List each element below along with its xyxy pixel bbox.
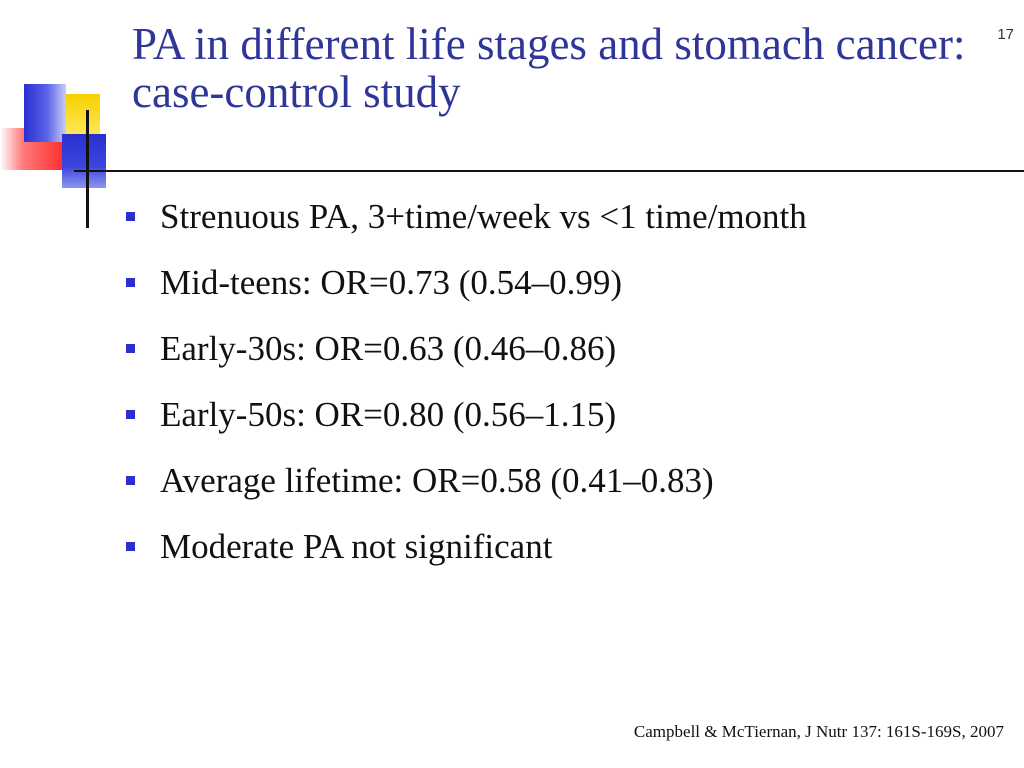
decorative-vertical-line: [86, 110, 89, 228]
bullet-list: [122, 196, 982, 592]
bullet-text: Moderate PA not significant: [160, 527, 553, 566]
bullet-item: [122, 526, 982, 568]
title-divider-line: [74, 170, 1024, 172]
decorative-blue-block-bottom: [62, 134, 106, 188]
square-bullet-icon: [126, 278, 135, 287]
bullet-item: [122, 460, 982, 502]
bullet-text: Average lifetime: OR=0.58 (0.41–0.83): [160, 461, 714, 500]
square-bullet-icon: [126, 410, 135, 419]
square-bullet-icon: [126, 344, 135, 353]
bullet-text: Early-30s: OR=0.63 (0.46–0.86): [160, 329, 617, 368]
bullet-text: Strenuous PA, 3+time/week vs <1 time/month: [160, 197, 807, 236]
bullet-item: [122, 328, 982, 370]
bullet-item: [122, 394, 982, 436]
bullet-item: [122, 262, 982, 304]
bullet-text: Mid-teens: OR=0.73 (0.54–0.99): [160, 263, 623, 302]
decorative-yellow-block: [66, 94, 100, 134]
square-bullet-icon: [126, 476, 135, 485]
square-bullet-icon: [126, 542, 135, 551]
bullet-item: [122, 196, 982, 238]
decorative-blue-block-top: [24, 84, 66, 142]
bullet-text: Early-50s: OR=0.80 (0.56–1.15): [160, 395, 617, 434]
slide-title: PA in different life stages and stomach cancer: case-control study: [132, 19, 966, 117]
slide-number: 17: [997, 26, 1014, 43]
square-bullet-icon: [126, 212, 135, 221]
citation: Campbell & McTiernan, J Nutr 137: 161S-169S, 2007: [633, 722, 1004, 741]
